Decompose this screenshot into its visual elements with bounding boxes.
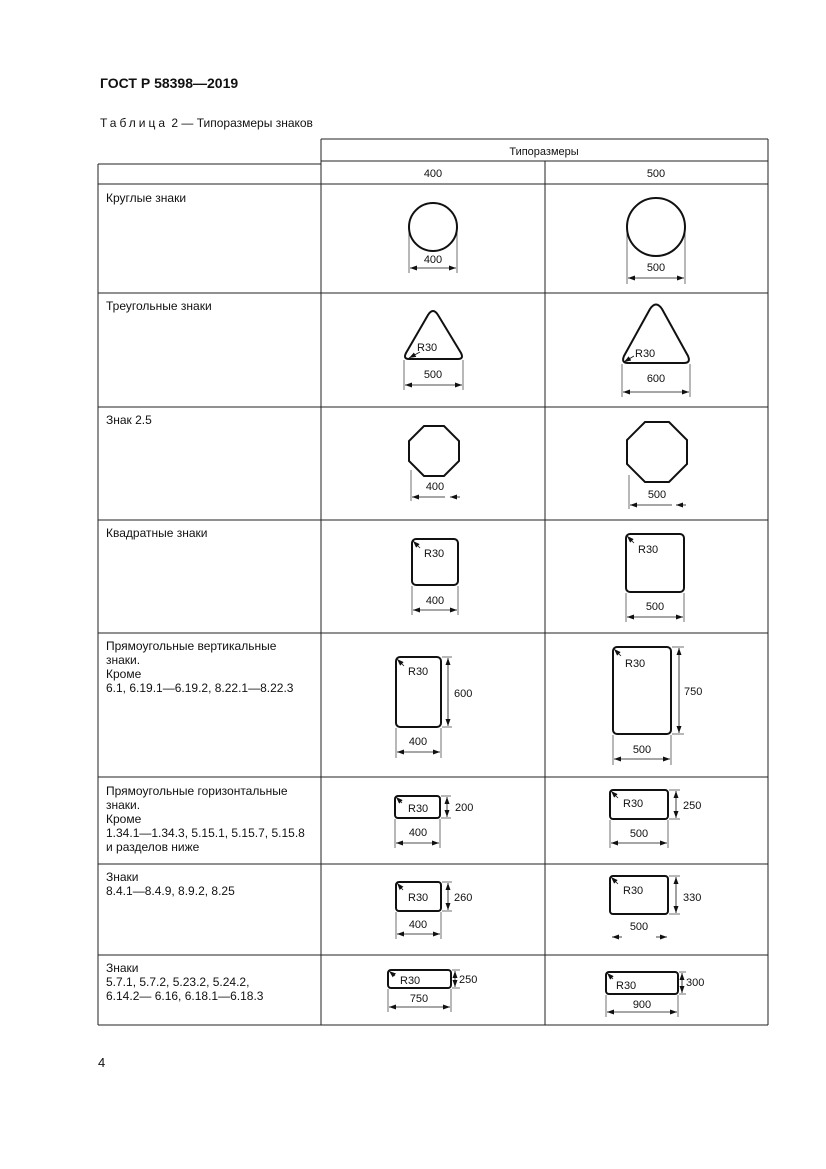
svg-text:Кроме: Кроме	[106, 812, 142, 826]
triangle-sign-600-drawing	[622, 305, 690, 398]
svg-text:250: 250	[683, 800, 702, 812]
svg-text:600: 600	[646, 373, 666, 385]
row-label-signs-5-7	[106, 961, 264, 1003]
svg-text:500: 500	[646, 262, 666, 274]
row-label-sign-2-5	[106, 413, 152, 427]
octagon-sign-500-drawing	[627, 422, 687, 509]
svg-text:Знаки: Знаки	[106, 870, 139, 884]
row-label-vertical-rect-signs	[106, 639, 294, 695]
svg-text:Треугольные знаки: Треугольные знаки	[106, 299, 212, 313]
row-label-horizontal-rect-signs	[106, 784, 305, 854]
svg-text:750: 750	[684, 686, 703, 698]
svg-text:R30: R30	[417, 342, 438, 354]
svg-text:R30: R30	[616, 980, 637, 992]
rect-sign-900x300-drawing	[606, 972, 704, 1017]
svg-text:и разделов ниже: и разделов ниже	[106, 840, 200, 854]
svg-text:знаки.: знаки.	[106, 653, 141, 667]
rect-sign-400x260-drawing	[396, 882, 472, 939]
column-header-400: 400	[423, 168, 443, 180]
svg-text:Прямоугольные вертикальные: Прямоугольные вертикальные	[106, 639, 277, 653]
svg-text:R30: R30	[408, 892, 429, 904]
document-header: ГОСТ Р 58398—2019	[100, 75, 239, 91]
svg-text:5.7.1, 5.7.2, 5.23.2, 5.24.2,: 5.7.1, 5.7.2, 5.23.2, 5.24.2,	[106, 975, 250, 989]
svg-text:400: 400	[425, 595, 445, 607]
round-sign-400-drawing	[409, 203, 457, 273]
row-label-triangle-signs	[106, 299, 212, 313]
svg-text:500: 500	[632, 744, 652, 756]
rect-sign-500x330-drawing	[610, 876, 701, 937]
svg-text:знаки.: знаки.	[106, 798, 141, 812]
svg-text:500: 500	[629, 828, 649, 840]
vertical-rect-sign-500x750-drawing	[613, 647, 702, 765]
svg-text:6.14.2— 6.16, 6.18.1—6.18.3: 6.14.2— 6.16, 6.18.1—6.18.3	[106, 989, 264, 1003]
square-sign-500-drawing	[626, 534, 684, 622]
svg-text:750: 750	[409, 993, 429, 1005]
svg-text:R30: R30	[424, 548, 445, 560]
page-number: 4	[98, 1055, 106, 1070]
svg-text:400: 400	[408, 919, 428, 931]
round-sign-500-drawing	[627, 198, 685, 284]
column-header-500: 500	[646, 168, 666, 180]
svg-text:600: 600	[454, 688, 473, 700]
svg-text:1.34.1—1.34.3, 5.15.1, 5.15.7,: 1.34.1—1.34.3, 5.15.1, 5.15.7, 5.15.8	[106, 826, 305, 840]
row-label-signs-8-4	[106, 870, 235, 898]
triangle-sign-500-drawing	[404, 311, 463, 390]
size-group-header: Типоразмеры	[509, 146, 579, 158]
svg-text:260: 260	[454, 892, 473, 904]
svg-text:6.1, 6.19.1—6.19.2, 8.22.1—8.2: 6.1, 6.19.1—6.19.2, 8.22.1—8.22.3	[106, 681, 294, 695]
svg-text:250: 250	[459, 974, 478, 986]
svg-text:R30: R30	[408, 803, 429, 815]
octagon-sign-400-drawing	[409, 426, 460, 501]
svg-text:500: 500	[423, 369, 443, 381]
svg-text:300: 300	[686, 977, 705, 989]
svg-text:Знаки: Знаки	[106, 961, 139, 975]
square-sign-400-drawing	[412, 539, 458, 615]
vertical-rect-sign-400x600-drawing	[396, 657, 472, 758]
svg-text:8.4.1—8.4.9, 8.9.2, 8.25: 8.4.1—8.4.9, 8.9.2, 8.25	[106, 884, 235, 898]
svg-text:Квадратные знаки: Квадратные знаки	[106, 526, 208, 540]
svg-text:330: 330	[683, 892, 702, 904]
svg-text:500: 500	[645, 601, 665, 613]
svg-text:R30: R30	[623, 885, 644, 897]
horizontal-rect-sign-500x250-drawing	[610, 790, 701, 848]
svg-text:400: 400	[408, 736, 428, 748]
svg-text:Прямоугольные горизонтальные: Прямоугольные горизонтальные	[106, 784, 288, 798]
svg-text:500: 500	[647, 489, 667, 501]
svg-text:R30: R30	[400, 975, 421, 987]
svg-text:400: 400	[423, 254, 443, 266]
svg-text:R30: R30	[625, 658, 646, 670]
svg-text:400: 400	[425, 481, 445, 493]
rect-sign-750x250-drawing	[388, 970, 477, 1012]
caption-prefix: Таблица	[100, 116, 169, 130]
row-label-round-signs	[106, 191, 186, 205]
caption-title: 2 — Типоразмеры знаков	[168, 116, 313, 130]
svg-text:Круглые знаки: Круглые знаки	[106, 191, 187, 205]
horizontal-rect-sign-400x200-drawing	[395, 796, 473, 848]
svg-text:Кроме: Кроме	[106, 667, 142, 681]
svg-text:Знак 2.5: Знак 2.5	[106, 413, 152, 427]
svg-text:R30: R30	[635, 348, 656, 360]
svg-text:400: 400	[408, 827, 428, 839]
svg-text:R30: R30	[638, 544, 659, 556]
svg-text:200: 200	[455, 802, 474, 814]
svg-text:R30: R30	[408, 666, 429, 678]
svg-text:R30: R30	[623, 798, 644, 810]
svg-text:500: 500	[629, 921, 649, 933]
svg-text:900: 900	[632, 999, 652, 1011]
row-label-square-signs	[106, 526, 208, 540]
